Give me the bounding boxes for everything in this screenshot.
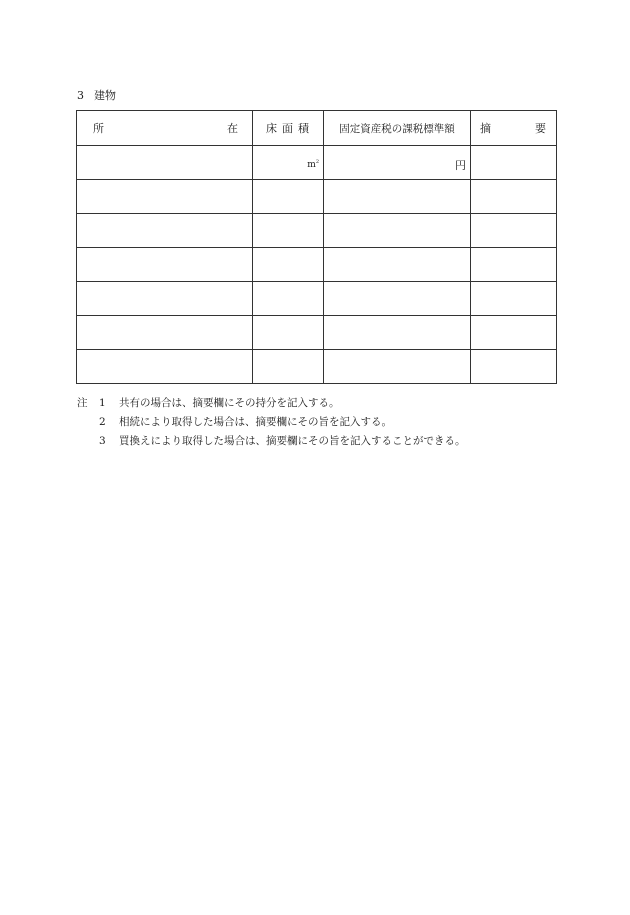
currency-unit-label: 円 bbox=[455, 159, 466, 172]
notes-section bbox=[77, 394, 466, 451]
note-text: 買換えにより取得した場合は、摘要欄にその旨を記入することができる。 bbox=[119, 435, 466, 447]
assessed-value-cell[interactable] bbox=[324, 282, 471, 316]
location-cell[interactable] bbox=[77, 248, 253, 282]
table-row bbox=[77, 282, 557, 316]
note-number: 1 bbox=[99, 397, 106, 409]
assessed-value-cell[interactable] bbox=[324, 180, 471, 214]
remarks-cell[interactable] bbox=[471, 316, 557, 350]
header-remarks-right: 要 bbox=[535, 122, 546, 135]
table-row bbox=[77, 180, 557, 214]
location-cell[interactable] bbox=[77, 146, 253, 180]
remarks-cell[interactable] bbox=[471, 146, 557, 180]
assessed-value-cell[interactable] bbox=[324, 248, 471, 282]
note-text: 相続により取得した場合は、摘要欄にその旨を記入する。 bbox=[119, 416, 392, 428]
remarks-cell[interactable] bbox=[471, 180, 557, 214]
note-item bbox=[77, 413, 466, 432]
section-heading bbox=[77, 89, 116, 103]
note-text: 共有の場合は、摘要欄にその持分を記入する。 bbox=[119, 397, 340, 409]
table-row bbox=[77, 248, 557, 282]
floor-area-cell[interactable] bbox=[253, 282, 324, 316]
location-cell[interactable] bbox=[77, 282, 253, 316]
remarks-cell[interactable] bbox=[471, 350, 557, 384]
header-location-left: 所 bbox=[93, 122, 104, 135]
location-cell[interactable] bbox=[77, 316, 253, 350]
header-floor-area bbox=[253, 111, 324, 146]
table-row bbox=[77, 214, 557, 248]
floor-area-cell[interactable] bbox=[253, 214, 324, 248]
floor-area-cell[interactable] bbox=[253, 316, 324, 350]
header-assessed-value-label: 固定資産税の課税標準額 bbox=[339, 122, 455, 135]
header-location bbox=[77, 111, 253, 146]
assessed-value-cell[interactable] bbox=[324, 146, 471, 180]
location-cell[interactable] bbox=[77, 350, 253, 384]
table-row bbox=[77, 350, 557, 384]
header-remarks-left: 摘 bbox=[480, 122, 491, 135]
assessed-value-cell[interactable] bbox=[324, 316, 471, 350]
header-remarks bbox=[471, 111, 557, 146]
notes-lead: 注 bbox=[77, 397, 88, 409]
floor-area-cell[interactable] bbox=[253, 180, 324, 214]
area-unit-label: $m^2$ bbox=[307, 159, 319, 170]
note-item bbox=[77, 432, 466, 451]
building-table bbox=[76, 110, 557, 384]
section-title: 建物 bbox=[94, 89, 116, 102]
header-assessed-value bbox=[324, 111, 471, 146]
header-location-right: 在 bbox=[227, 122, 238, 135]
assessed-value-cell[interactable] bbox=[324, 214, 471, 248]
assessed-value-cell[interactable] bbox=[324, 350, 471, 384]
note-item bbox=[77, 394, 466, 413]
header-floor-area-label: 床面積 bbox=[266, 122, 314, 135]
table-row bbox=[77, 316, 557, 350]
remarks-cell[interactable] bbox=[471, 248, 557, 282]
floor-area-cell[interactable] bbox=[253, 146, 324, 180]
location-cell[interactable] bbox=[77, 214, 253, 248]
floor-area-cell[interactable] bbox=[253, 248, 324, 282]
remarks-cell[interactable] bbox=[471, 282, 557, 316]
header-row bbox=[77, 111, 557, 146]
note-number: 2 bbox=[99, 416, 106, 428]
remarks-cell[interactable] bbox=[471, 214, 557, 248]
note-number: 3 bbox=[99, 435, 106, 447]
floor-area-cell[interactable] bbox=[253, 350, 324, 384]
section-number: 3 bbox=[77, 89, 84, 102]
table-row bbox=[77, 146, 557, 180]
location-cell[interactable] bbox=[77, 180, 253, 214]
